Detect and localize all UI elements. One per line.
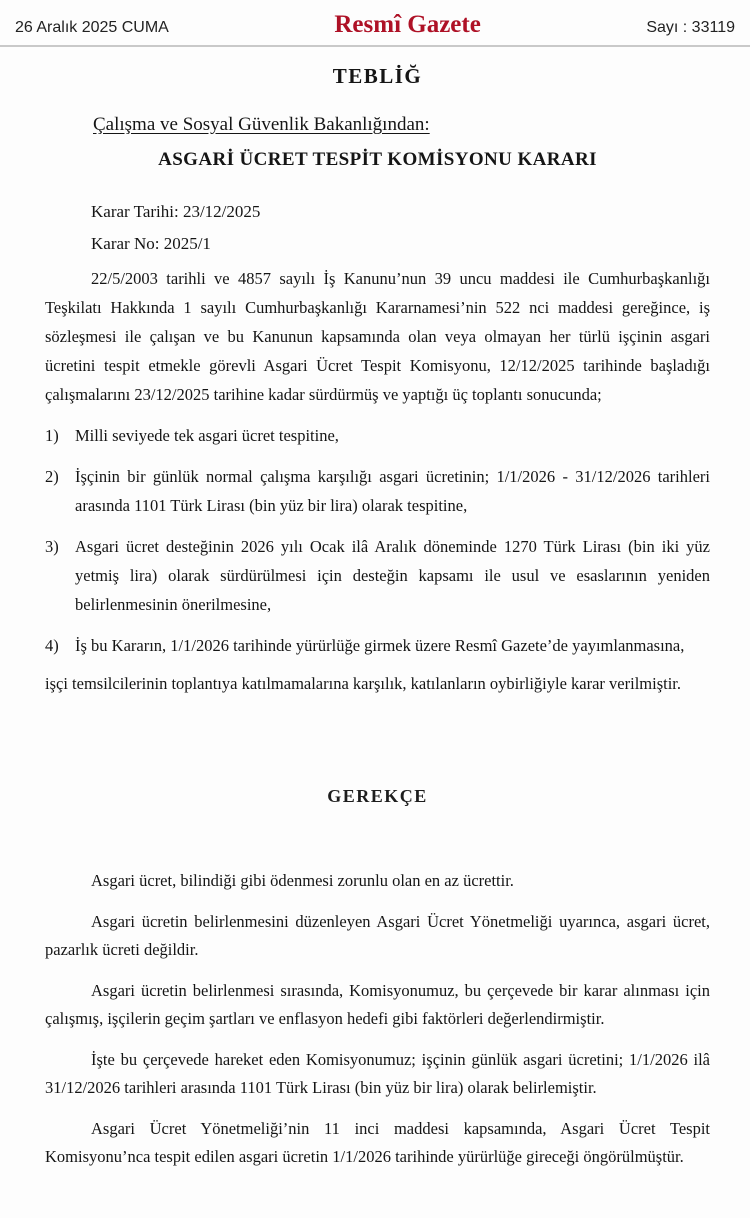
closing-paragraph: işçi temsilcilerinin toplantıya katılmamalarına karşılık, katılanların oybirliğiyle karar verilmiştir. [45, 674, 681, 693]
rationale-paragraph: Asgari ücret, bilindiği gibi ödenmesi zorunlu olan en az ücrettir. [91, 871, 514, 890]
decision-item-text: İşçinin bir günlük normal çalışma karşılığı asgari ücretinin; 1/1/2026 - 31/12/2026 tarihleri arasında 1101 Türk Lirası (bin yüz bir lira) olarak tespitine, [75, 467, 710, 515]
rationale-paragraph: Asgari ücretin belirlenmesini düzenleyen Asgari Ücret Yönetmeliği uyarınca, asgari ücret, pazarlık ücreti değildir. [45, 912, 710, 959]
decision-item [45, 532, 710, 619]
decision-item-text: Asgari ücret desteğinin 2026 yılı Ocak ilâ Aralık döneminde 1270 Türk Lirası (bin iki yüz yetmiş lira) olarak sürdürülmesi için desteğin kapsamı ile usul ve esaslarının yeniden belirlenmesinin önerilmesine, [75, 537, 710, 614]
decisions-list [45, 421, 710, 660]
header-issue-number: Sayı : 33119 [646, 19, 735, 36]
header-date: 26 Aralık 2025 CUMA [15, 19, 169, 36]
rationale-paragraph: Asgari Ücret Yönetmeliği’nin 11 inci maddesi kapsamında, Asgari Ücret Tespit Komisyonu’nca tespit edilen asgari ücretin 1/1/2026 tarihinde yürürlüğe gireceği öngörülmüştür. [45, 1119, 710, 1166]
decision-item-number: 3) [45, 537, 59, 556]
decision-item-number: 2) [45, 467, 59, 486]
intro-paragraph: 22/5/2003 tarihli ve 4857 sayılı İş Kanunu’nun 39 uncu maddesi ile Cumhurbaşkanlığı Teşkilatı Hakkında 1 sayılı Cumhurbaşkanlığı Kararnamesi’nin 522 nci maddesi gereğince, iş sözleşmesi ile çalışan ve bu Kanunun kapsamında olan veya olmayan her türlü işçinin asgari ücretini tespit etmekle görevli Asgari Ücret Tespit Komisyonu, 12/12/2025 tarihinde başladığı çalışmalarını 23/12/2025 tarihine kadar sürdürmüş ve yaptığı üç toplantı sonucunda; [45, 269, 710, 404]
document-body [0, 64, 750, 1171]
section-title: TEBLİĞ [332, 64, 423, 88]
decision-item-number: 4) [45, 636, 59, 655]
gazette-title: Resmî Gazete [334, 11, 481, 38]
decision-title: ASGARİ ÜCRET TESPİT KOMİSYONU KARARI [158, 149, 597, 170]
rationale-section [45, 867, 710, 1171]
decision-item [45, 421, 710, 450]
decision-date-line: Karar Tarihi: 23/12/2025 [91, 202, 261, 221]
ministry-line: Çalışma ve Sosyal Güvenlik Bakanlığından: [93, 114, 430, 135]
decision-item [45, 462, 710, 520]
rationale-title: GEREKÇE [327, 786, 428, 806]
rationale-paragraph: Asgari ücretin belirlenmesi sırasında, Komisyonumuz, bu çerçevede bir karar alınması için çalışmış, işçilerin geçim şartları ve enflasyon hedefi gibi faktörleri değerlendirmiştir. [45, 981, 710, 1028]
decision-number-line: Karar No: 2025/1 [91, 234, 211, 253]
decision-item-text: İş bu Kararın, 1/1/2026 tarihinde yürürlüğe girmek üzere Resmî Gazete’de yayımlanmasına, [75, 636, 685, 655]
decision-item-text: Milli seviyede tek asgari ücret tespitine, [75, 426, 339, 445]
gazette-header [0, 0, 750, 47]
rationale-paragraph: İşte bu çerçevede hareket eden Komisyonumuz; işçinin günlük asgari ücretini; 1/1/2026 ilâ 31/12/2026 tarihleri arasında 1101 Türk Lirası (bin yüz bir lira) olarak belirlemiştir. [45, 1050, 710, 1097]
decision-item [45, 631, 710, 660]
decision-item-number: 1) [45, 426, 59, 445]
